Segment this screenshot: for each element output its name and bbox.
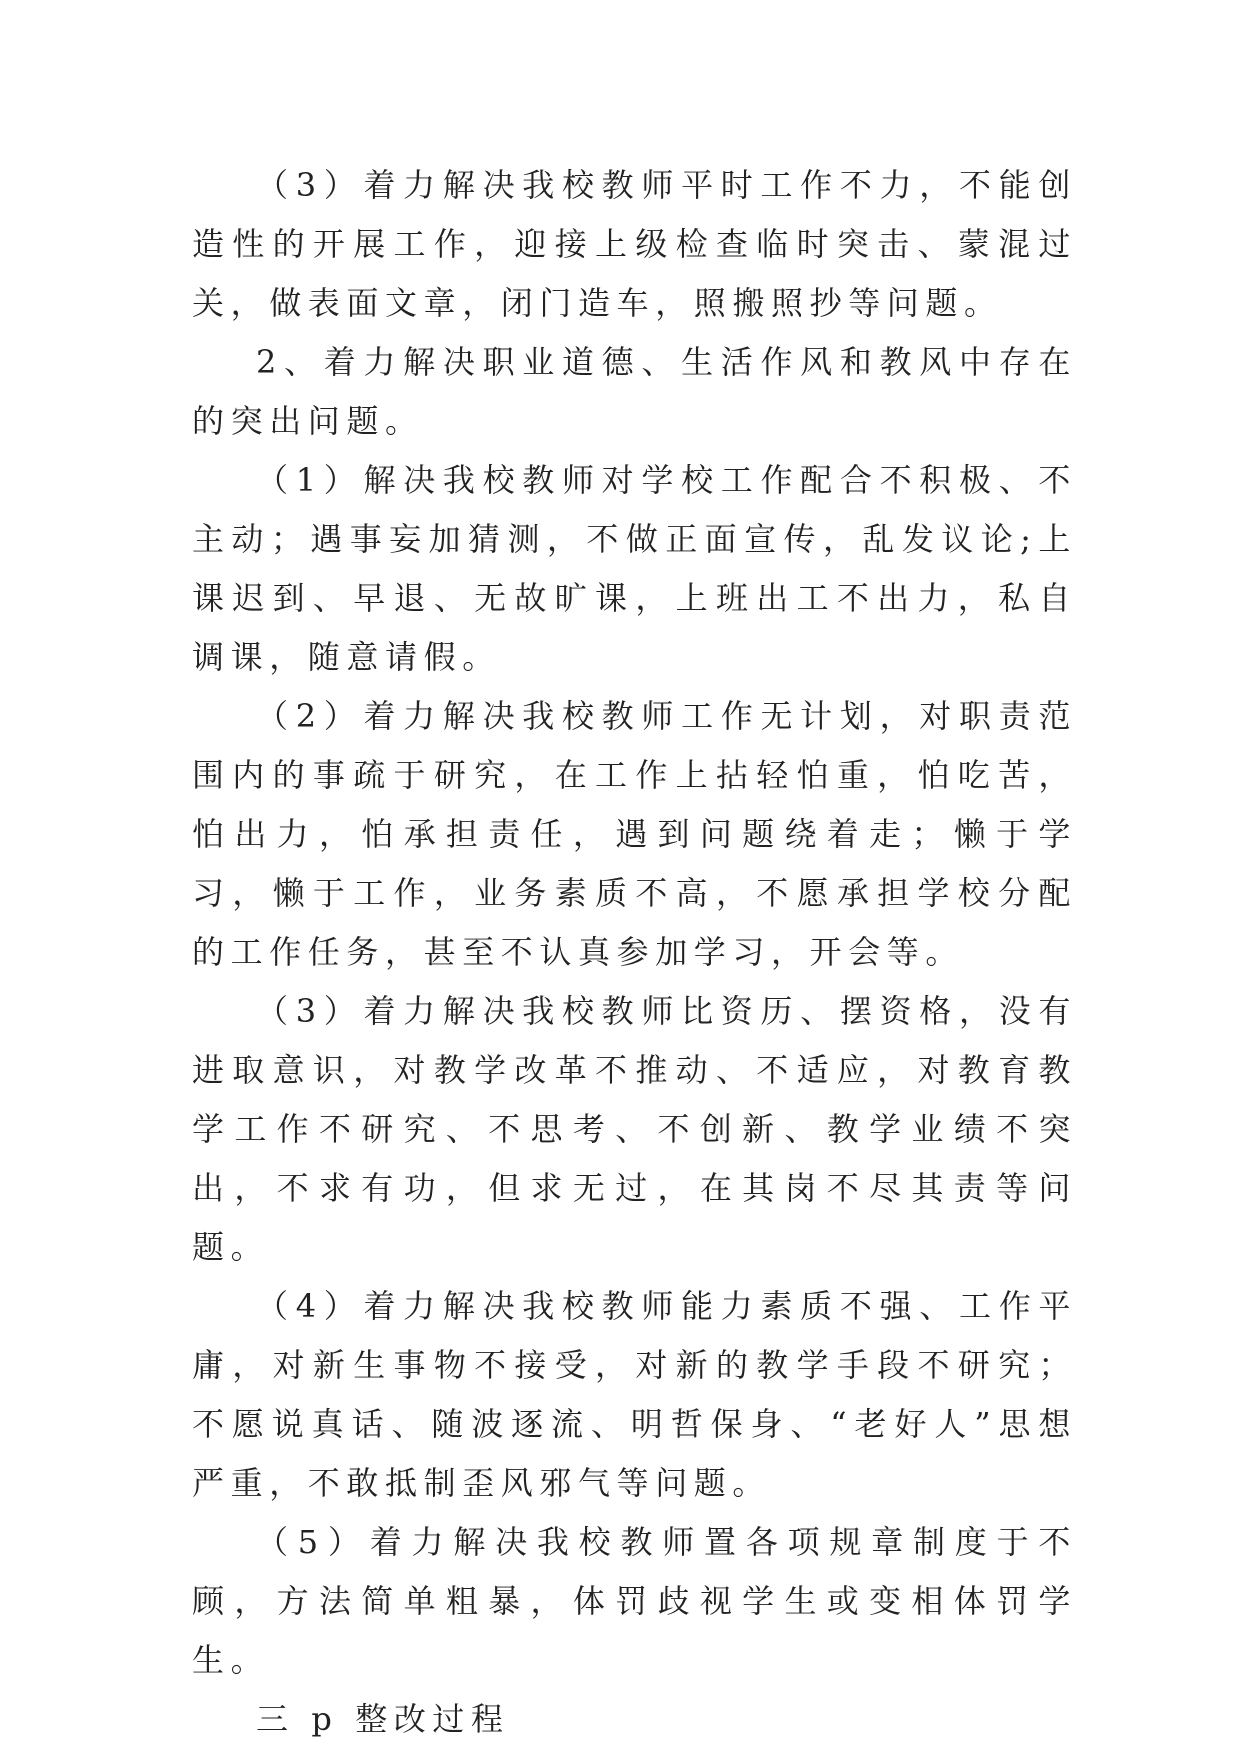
section-heading-2-professional-ethics: 2、着力解决职业道德、生活作风和教风中存在的突出问题。: [192, 343, 1077, 440]
paragraph-issue-1-cooperation: （1）解决我校教师对学校工作配合不积极、不主动；遇事妄加猜测，不做正面宣传，乱发议论;上课迟到、早退、无故旷课，上班出工不出力，私自调课，随意请假。: [192, 461, 1077, 676]
paragraph-issue-2-planning: （2）着力解决我校教师工作无计划，对职责范围内的事疏于研究，在工作上拈轻怕重，怕吃苦，怕出力，怕承担责任，遇到问题绕着走；懒于学习，懒于工作，业务素质不高，不愿承担学校分配的工作任务，甚至不认真参加学习，开会等。: [192, 697, 1077, 971]
paragraph-issue-4-ability: （4）着力解决我校教师能力素质不强、工作平庸，对新生事物不接受，对新的教学手段不研究；不愿说真话、随波逐流、明哲保身、“老好人”思想严重，不敢抵制歪风邪气等问题。: [192, 1287, 1077, 1502]
paragraph-issue-3-seniority: （3）着力解决我校教师比资历、摆资格，没有进取意识，对教学改革不推动、不适应，对教育教学工作不研究、不思考、不创新、教学业绩不突出，不求有功，但求无过，在其岗不尽其责等问题。: [192, 992, 1077, 1266]
section-heading-3-rectification-process: 三 p 整改过程: [256, 1700, 510, 1738]
paragraph-issue-5-rules: （5）着力解决我校教师置各项规章制度于不顾，方法简单粗暴，体罚歧视学生或变相体罚学生。: [192, 1523, 1077, 1679]
paragraph-issue-3-work-attitude: （3）着力解决我校教师平时工作不力，不能创造性的开展工作，迎接上级检查临时突击、蒙混过关，做表面文章，闭门造车，照搬照抄等问题。: [192, 166, 1077, 322]
document-page: [192, 156, 1077, 1749]
